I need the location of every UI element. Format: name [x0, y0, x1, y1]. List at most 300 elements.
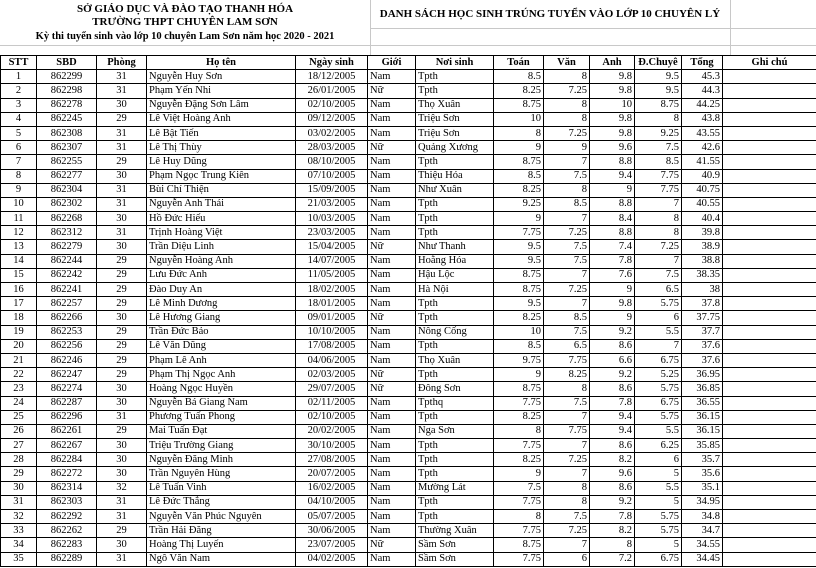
cell-major[interactable]: 8.75 — [635, 98, 682, 112]
cell-gender[interactable]: Nam — [368, 126, 416, 140]
cell-math[interactable]: 7.75 — [494, 552, 544, 566]
cell-total[interactable]: 34.45 — [682, 552, 723, 566]
cell-math[interactable]: 10 — [494, 325, 544, 339]
cell-dob[interactable]: 05/07/2005 — [296, 510, 368, 524]
column-header[interactable]: Phòng — [97, 56, 147, 70]
cell-birthplace[interactable]: Triệu Sơn — [416, 126, 494, 140]
cell-stt[interactable]: 15 — [1, 268, 37, 282]
column-header[interactable]: Ghi chú — [723, 56, 816, 70]
cell-total[interactable]: 34.8 — [682, 510, 723, 524]
cell-eng[interactable]: 8.2 — [590, 524, 635, 538]
cell-sbd[interactable]: 862283 — [37, 538, 97, 552]
cell-major[interactable]: 5.25 — [635, 368, 682, 382]
cell-stt[interactable]: 4 — [1, 112, 37, 126]
cell-eng[interactable]: 9.4 — [590, 424, 635, 438]
cell-birthplace[interactable]: Tpth — [416, 368, 494, 382]
cell-total[interactable]: 38.35 — [682, 268, 723, 282]
cell-major[interactable]: 7 — [635, 197, 682, 211]
cell-total[interactable]: 40.55 — [682, 197, 723, 211]
cell-major[interactable]: 6.5 — [635, 283, 682, 297]
cell-note[interactable] — [723, 410, 816, 424]
cell-dob[interactable]: 10/03/2005 — [296, 212, 368, 226]
cell-major[interactable]: 5 — [635, 538, 682, 552]
cell-eng[interactable]: 9.8 — [590, 84, 635, 98]
cell-room[interactable]: 32 — [97, 481, 147, 495]
cell-name[interactable]: Trịnh Hoàng Việt — [147, 226, 296, 240]
cell-sbd[interactable]: 862312 — [37, 226, 97, 240]
cell-sbd[interactable]: 862244 — [37, 254, 97, 268]
cell-major[interactable]: 5.5 — [635, 325, 682, 339]
cell-eng[interactable]: 9.8 — [590, 112, 635, 126]
cell-note[interactable] — [723, 481, 816, 495]
cell-room[interactable]: 29 — [97, 268, 147, 282]
cell-birthplace[interactable]: Tpth — [416, 510, 494, 524]
cell-birthplace[interactable]: Như Thanh — [416, 240, 494, 254]
cell-name[interactable]: Mai Tuấn Đạt — [147, 424, 296, 438]
cell-sbd[interactable]: 862296 — [37, 410, 97, 424]
cell-eng[interactable]: 7.8 — [590, 254, 635, 268]
cell-dob[interactable]: 11/05/2005 — [296, 268, 368, 282]
cell-math[interactable]: 8.25 — [494, 410, 544, 424]
cell-total[interactable]: 43.55 — [682, 126, 723, 140]
cell-gender[interactable]: Nam — [368, 325, 416, 339]
cell-total[interactable]: 38 — [682, 283, 723, 297]
cell-room[interactable]: 31 — [97, 126, 147, 140]
cell-lit[interactable]: 8 — [544, 481, 590, 495]
cell-gender[interactable]: Nam — [368, 268, 416, 282]
cell-sbd[interactable]: 862292 — [37, 510, 97, 524]
cell-major[interactable]: 7.5 — [635, 141, 682, 155]
cell-sbd[interactable]: 862256 — [37, 339, 97, 353]
cell-sbd[interactable]: 862302 — [37, 197, 97, 211]
cell-room[interactable]: 31 — [97, 226, 147, 240]
cell-name[interactable]: Phạm Thị Ngọc Anh — [147, 368, 296, 382]
cell-dob[interactable]: 10/10/2005 — [296, 325, 368, 339]
cell-lit[interactable]: 8.5 — [544, 311, 590, 325]
cell-room[interactable]: 30 — [97, 311, 147, 325]
cell-math[interactable]: 8 — [494, 126, 544, 140]
cell-name[interactable]: Lê Thị Thùy — [147, 141, 296, 155]
cell-stt[interactable]: 24 — [1, 396, 37, 410]
cell-stt[interactable]: 16 — [1, 283, 37, 297]
cell-total[interactable]: 37.7 — [682, 325, 723, 339]
cell-note[interactable] — [723, 155, 816, 169]
cell-name[interactable]: Nguyễn Huy Sơn — [147, 70, 296, 84]
cell-room[interactable]: 30 — [97, 453, 147, 467]
cell-eng[interactable]: 9 — [590, 183, 635, 197]
column-header[interactable]: Nơi sinh — [416, 56, 494, 70]
cell-stt[interactable]: 26 — [1, 424, 37, 438]
cell-gender[interactable]: Nam — [368, 183, 416, 197]
cell-room[interactable]: 31 — [97, 141, 147, 155]
cell-dob[interactable]: 20/07/2005 — [296, 467, 368, 481]
cell-name[interactable]: Nguyễn Bá Giang Nam — [147, 396, 296, 410]
cell-math[interactable]: 8.75 — [494, 155, 544, 169]
cell-note[interactable] — [723, 84, 816, 98]
cell-major[interactable]: 6.75 — [635, 396, 682, 410]
column-header[interactable]: Tổng — [682, 56, 723, 70]
cell-sbd[interactable]: 862262 — [37, 524, 97, 538]
cell-birthplace[interactable]: Tpth — [416, 297, 494, 311]
cell-dob[interactable]: 20/02/2005 — [296, 424, 368, 438]
cell-total[interactable]: 35.1 — [682, 481, 723, 495]
cell-note[interactable] — [723, 353, 816, 367]
cell-total[interactable]: 37.6 — [682, 353, 723, 367]
cell-note[interactable] — [723, 382, 816, 396]
cell-room[interactable]: 31 — [97, 510, 147, 524]
cell-birthplace[interactable]: Tpth — [416, 339, 494, 353]
cell-stt[interactable]: 6 — [1, 141, 37, 155]
cell-lit[interactable]: 6.5 — [544, 339, 590, 353]
cell-stt[interactable]: 14 — [1, 254, 37, 268]
cell-stt[interactable]: 31 — [1, 495, 37, 509]
cell-gender[interactable]: Nam — [368, 283, 416, 297]
cell-total[interactable]: 37.75 — [682, 311, 723, 325]
cell-lit[interactable]: 7 — [544, 467, 590, 481]
cell-major[interactable]: 6 — [635, 453, 682, 467]
cell-total[interactable]: 43.8 — [682, 112, 723, 126]
cell-room[interactable]: 31 — [97, 70, 147, 84]
cell-stt[interactable]: 21 — [1, 353, 37, 367]
cell-major[interactable]: 8 — [635, 112, 682, 126]
cell-major[interactable]: 5 — [635, 467, 682, 481]
cell-birthplace[interactable]: Tpth — [416, 212, 494, 226]
cell-note[interactable] — [723, 510, 816, 524]
cell-birthplace[interactable]: Thiệu Hóa — [416, 169, 494, 183]
cell-lit[interactable]: 7.25 — [544, 524, 590, 538]
cell-room[interactable]: 30 — [97, 169, 147, 183]
cell-eng[interactable]: 9.2 — [590, 325, 635, 339]
cell-sbd[interactable]: 862272 — [37, 467, 97, 481]
cell-note[interactable] — [723, 141, 816, 155]
cell-total[interactable]: 36.55 — [682, 396, 723, 410]
cell-gender[interactable]: Nữ — [368, 382, 416, 396]
cell-major[interactable]: 7 — [635, 339, 682, 353]
cell-gender[interactable]: Nữ — [368, 538, 416, 552]
cell-stt[interactable]: 3 — [1, 98, 37, 112]
cell-total[interactable]: 44.25 — [682, 98, 723, 112]
cell-dob[interactable]: 27/08/2005 — [296, 453, 368, 467]
cell-dob[interactable]: 18/12/2005 — [296, 70, 368, 84]
cell-gender[interactable]: Nữ — [368, 240, 416, 254]
cell-dob[interactable]: 18/01/2005 — [296, 297, 368, 311]
cell-birthplace[interactable]: Thường Xuân — [416, 524, 494, 538]
cell-sbd[interactable]: 862261 — [37, 424, 97, 438]
cell-stt[interactable]: 12 — [1, 226, 37, 240]
cell-dob[interactable]: 30/06/2005 — [296, 524, 368, 538]
cell-lit[interactable]: 7.5 — [544, 240, 590, 254]
cell-room[interactable]: 29 — [97, 297, 147, 311]
cell-sbd[interactable]: 862267 — [37, 439, 97, 453]
cell-birthplace[interactable]: Thọ Xuân — [416, 353, 494, 367]
cell-math[interactable]: 9 — [494, 467, 544, 481]
cell-gender[interactable]: Nam — [368, 339, 416, 353]
cell-sbd[interactable]: 862268 — [37, 212, 97, 226]
cell-major[interactable]: 6.75 — [635, 552, 682, 566]
cell-note[interactable] — [723, 112, 816, 126]
cell-eng[interactable]: 9.6 — [590, 141, 635, 155]
cell-lit[interactable]: 7.5 — [544, 169, 590, 183]
cell-math[interactable]: 8 — [494, 424, 544, 438]
cell-name[interactable]: Nguyễn Hoàng Anh — [147, 254, 296, 268]
cell-note[interactable] — [723, 212, 816, 226]
cell-total[interactable]: 42.6 — [682, 141, 723, 155]
cell-eng[interactable]: 8 — [590, 538, 635, 552]
cell-birthplace[interactable]: Tpth — [416, 84, 494, 98]
cell-stt[interactable]: 19 — [1, 325, 37, 339]
cell-birthplace[interactable]: Sầm Sơn — [416, 552, 494, 566]
cell-math[interactable]: 8.5 — [494, 169, 544, 183]
cell-gender[interactable]: Nam — [368, 495, 416, 509]
cell-math[interactable]: 7.5 — [494, 481, 544, 495]
cell-birthplace[interactable]: Thọ Xuân — [416, 98, 494, 112]
cell-lit[interactable]: 7 — [544, 155, 590, 169]
cell-note[interactable] — [723, 268, 816, 282]
cell-dob[interactable]: 15/09/2005 — [296, 183, 368, 197]
cell-birthplace[interactable]: Tpth — [416, 453, 494, 467]
cell-name[interactable]: Triệu Trường Giang — [147, 439, 296, 453]
cell-dob[interactable]: 14/07/2005 — [296, 254, 368, 268]
cell-total[interactable]: 41.55 — [682, 155, 723, 169]
cell-birthplace[interactable]: Sầm Sơn — [416, 538, 494, 552]
cell-name[interactable]: Đào Duy An — [147, 283, 296, 297]
cell-lit[interactable]: 7.25 — [544, 226, 590, 240]
cell-eng[interactable]: 9.6 — [590, 467, 635, 481]
cell-lit[interactable]: 7.25 — [544, 283, 590, 297]
cell-stt[interactable]: 17 — [1, 297, 37, 311]
cell-room[interactable]: 31 — [97, 495, 147, 509]
cell-eng[interactable]: 10 — [590, 98, 635, 112]
cell-name[interactable]: Trần Đức Bảo — [147, 325, 296, 339]
cell-major[interactable]: 5 — [635, 495, 682, 509]
cell-birthplace[interactable]: Triệu Sơn — [416, 112, 494, 126]
cell-math[interactable]: 9.5 — [494, 254, 544, 268]
cell-math[interactable]: 8.75 — [494, 538, 544, 552]
cell-math[interactable]: 9.5 — [494, 297, 544, 311]
column-header[interactable]: Họ tên — [147, 56, 296, 70]
cell-name[interactable]: Lê Việt Hoàng Anh — [147, 112, 296, 126]
cell-lit[interactable]: 7.5 — [544, 510, 590, 524]
cell-gender[interactable]: Nữ — [368, 84, 416, 98]
column-header[interactable]: Toán — [494, 56, 544, 70]
cell-birthplace[interactable]: Tpth — [416, 410, 494, 424]
cell-stt[interactable]: 11 — [1, 212, 37, 226]
cell-gender[interactable]: Nam — [368, 212, 416, 226]
cell-room[interactable]: 31 — [97, 197, 147, 211]
cell-math[interactable]: 8.25 — [494, 311, 544, 325]
cell-room[interactable]: 31 — [97, 183, 147, 197]
cell-note[interactable] — [723, 183, 816, 197]
cell-name[interactable]: Lê Hương Giang — [147, 311, 296, 325]
cell-note[interactable] — [723, 552, 816, 566]
cell-eng[interactable]: 9.8 — [590, 297, 635, 311]
cell-name[interactable]: Hoàng Ngọc Huyền — [147, 382, 296, 396]
cell-sbd[interactable]: 862289 — [37, 552, 97, 566]
column-header[interactable]: Đ.Chuyê — [635, 56, 682, 70]
cell-note[interactable] — [723, 126, 816, 140]
cell-lit[interactable]: 8.5 — [544, 197, 590, 211]
cell-name[interactable]: Nguyễn Đặng Sơn Lâm — [147, 98, 296, 112]
cell-name[interactable]: Ngô Văn Nam — [147, 552, 296, 566]
cell-room[interactable]: 29 — [97, 424, 147, 438]
cell-stt[interactable]: 35 — [1, 552, 37, 566]
cell-eng[interactable]: 8.8 — [590, 197, 635, 211]
cell-dob[interactable]: 15/04/2005 — [296, 240, 368, 254]
cell-lit[interactable]: 7.25 — [544, 126, 590, 140]
cell-total[interactable]: 44.3 — [682, 84, 723, 98]
cell-lit[interactable]: 8 — [544, 98, 590, 112]
cell-birthplace[interactable]: Đông Sơn — [416, 382, 494, 396]
cell-room[interactable]: 30 — [97, 538, 147, 552]
cell-total[interactable]: 39.8 — [682, 226, 723, 240]
cell-eng[interactable]: 8.2 — [590, 453, 635, 467]
cell-stt[interactable]: 27 — [1, 439, 37, 453]
cell-eng[interactable]: 9 — [590, 311, 635, 325]
cell-note[interactable] — [723, 197, 816, 211]
cell-sbd[interactable]: 862247 — [37, 368, 97, 382]
cell-stt[interactable]: 33 — [1, 524, 37, 538]
cell-eng[interactable]: 6.6 — [590, 353, 635, 367]
cell-note[interactable] — [723, 240, 816, 254]
cell-room[interactable]: 29 — [97, 112, 147, 126]
cell-note[interactable] — [723, 453, 816, 467]
cell-total[interactable]: 34.55 — [682, 538, 723, 552]
cell-stt[interactable]: 23 — [1, 382, 37, 396]
cell-name[interactable]: Lê Bật Tiến — [147, 126, 296, 140]
cell-major[interactable]: 7.75 — [635, 183, 682, 197]
cell-sbd[interactable]: 862298 — [37, 84, 97, 98]
cell-sbd[interactable]: 862284 — [37, 453, 97, 467]
cell-room[interactable]: 30 — [97, 439, 147, 453]
cell-birthplace[interactable]: Tpth — [416, 495, 494, 509]
cell-birthplace[interactable]: Mường Lát — [416, 481, 494, 495]
cell-stt[interactable]: 1 — [1, 70, 37, 84]
cell-eng[interactable]: 7.6 — [590, 268, 635, 282]
cell-math[interactable]: 10 — [494, 112, 544, 126]
cell-stt[interactable]: 32 — [1, 510, 37, 524]
column-header[interactable]: Ngày sinh — [296, 56, 368, 70]
cell-gender[interactable]: Nam — [368, 98, 416, 112]
cell-stt[interactable]: 10 — [1, 197, 37, 211]
cell-note[interactable] — [723, 524, 816, 538]
cell-note[interactable] — [723, 439, 816, 453]
cell-total[interactable]: 37.6 — [682, 339, 723, 353]
cell-dob[interactable]: 04/10/2005 — [296, 495, 368, 509]
cell-major[interactable]: 5.75 — [635, 524, 682, 538]
cell-name[interactable]: Hoàng Thị Luyến — [147, 538, 296, 552]
cell-sbd[interactable]: 862303 — [37, 495, 97, 509]
cell-note[interactable] — [723, 98, 816, 112]
cell-note[interactable] — [723, 339, 816, 353]
cell-note[interactable] — [723, 396, 816, 410]
cell-math[interactable]: 7.75 — [494, 495, 544, 509]
cell-math[interactable]: 8 — [494, 510, 544, 524]
cell-lit[interactable]: 7 — [544, 439, 590, 453]
cell-note[interactable] — [723, 283, 816, 297]
cell-stt[interactable]: 13 — [1, 240, 37, 254]
cell-dob[interactable]: 03/02/2005 — [296, 126, 368, 140]
cell-sbd[interactable]: 862274 — [37, 382, 97, 396]
cell-dob[interactable]: 07/10/2005 — [296, 169, 368, 183]
cell-name[interactable]: Nguyễn Đăng Minh — [147, 453, 296, 467]
cell-name[interactable]: Lê Huy Dũng — [147, 155, 296, 169]
cell-total[interactable]: 36.95 — [682, 368, 723, 382]
cell-lit[interactable]: 8 — [544, 183, 590, 197]
cell-major[interactable]: 5.75 — [635, 382, 682, 396]
cell-math[interactable]: 8.25 — [494, 453, 544, 467]
cell-birthplace[interactable]: Tpth — [416, 311, 494, 325]
cell-eng[interactable]: 8.4 — [590, 212, 635, 226]
cell-eng[interactable]: 8.8 — [590, 155, 635, 169]
cell-major[interactable]: 6.75 — [635, 353, 682, 367]
cell-name[interactable]: Phạm Yến Nhi — [147, 84, 296, 98]
cell-math[interactable]: 9 — [494, 212, 544, 226]
cell-eng[interactable]: 9.8 — [590, 70, 635, 84]
cell-eng[interactable]: 7.4 — [590, 240, 635, 254]
cell-birthplace[interactable]: Như Xuân — [416, 183, 494, 197]
cell-lit[interactable]: 7.75 — [544, 353, 590, 367]
cell-name[interactable]: Phương Tuấn Phong — [147, 410, 296, 424]
cell-gender[interactable]: Nam — [368, 510, 416, 524]
cell-math[interactable]: 8.5 — [494, 339, 544, 353]
cell-total[interactable]: 37.8 — [682, 297, 723, 311]
cell-gender[interactable]: Nam — [368, 481, 416, 495]
cell-sbd[interactable]: 862241 — [37, 283, 97, 297]
cell-gender[interactable]: Nam — [368, 453, 416, 467]
cell-birthplace[interactable]: Hoằng Hóa — [416, 254, 494, 268]
cell-eng[interactable]: 8.8 — [590, 226, 635, 240]
cell-lit[interactable]: 7 — [544, 410, 590, 424]
cell-dob[interactable]: 26/01/2005 — [296, 84, 368, 98]
cell-lit[interactable]: 8.25 — [544, 368, 590, 382]
cell-birthplace[interactable]: Hà Nội — [416, 283, 494, 297]
cell-name[interactable]: Nguyễn Anh Thái — [147, 197, 296, 211]
cell-birthplace[interactable]: Quảng Xương — [416, 141, 494, 155]
cell-dob[interactable]: 30/10/2005 — [296, 439, 368, 453]
cell-major[interactable]: 9.5 — [635, 84, 682, 98]
cell-sbd[interactable]: 862255 — [37, 155, 97, 169]
cell-stt[interactable]: 18 — [1, 311, 37, 325]
cell-name[interactable]: Trần Hải Đăng — [147, 524, 296, 538]
cell-birthplace[interactable]: Tpth — [416, 155, 494, 169]
column-header[interactable]: SBD — [37, 56, 97, 70]
cell-total[interactable]: 40.75 — [682, 183, 723, 197]
cell-lit[interactable]: 7.5 — [544, 325, 590, 339]
cell-room[interactable]: 30 — [97, 396, 147, 410]
cell-gender[interactable]: Nam — [368, 467, 416, 481]
cell-room[interactable]: 30 — [97, 467, 147, 481]
cell-dob[interactable]: 29/07/2005 — [296, 382, 368, 396]
cell-dob[interactable]: 04/06/2005 — [296, 353, 368, 367]
cell-total[interactable]: 35.6 — [682, 467, 723, 481]
cell-dob[interactable]: 09/12/2005 — [296, 112, 368, 126]
cell-birthplace[interactable]: Nông Cống — [416, 325, 494, 339]
cell-major[interactable]: 5.75 — [635, 410, 682, 424]
cell-total[interactable]: 34.95 — [682, 495, 723, 509]
cell-sbd[interactable]: 862253 — [37, 325, 97, 339]
cell-room[interactable]: 29 — [97, 325, 147, 339]
cell-major[interactable]: 7.5 — [635, 268, 682, 282]
cell-eng[interactable]: 8.6 — [590, 481, 635, 495]
cell-name[interactable]: Trần Diệu Linh — [147, 240, 296, 254]
cell-eng[interactable]: 8.6 — [590, 339, 635, 353]
cell-total[interactable]: 38.9 — [682, 240, 723, 254]
cell-note[interactable] — [723, 467, 816, 481]
cell-dob[interactable]: 21/03/2005 — [296, 197, 368, 211]
cell-stt[interactable]: 7 — [1, 155, 37, 169]
cell-note[interactable] — [723, 254, 816, 268]
cell-sbd[interactable]: 862287 — [37, 396, 97, 410]
